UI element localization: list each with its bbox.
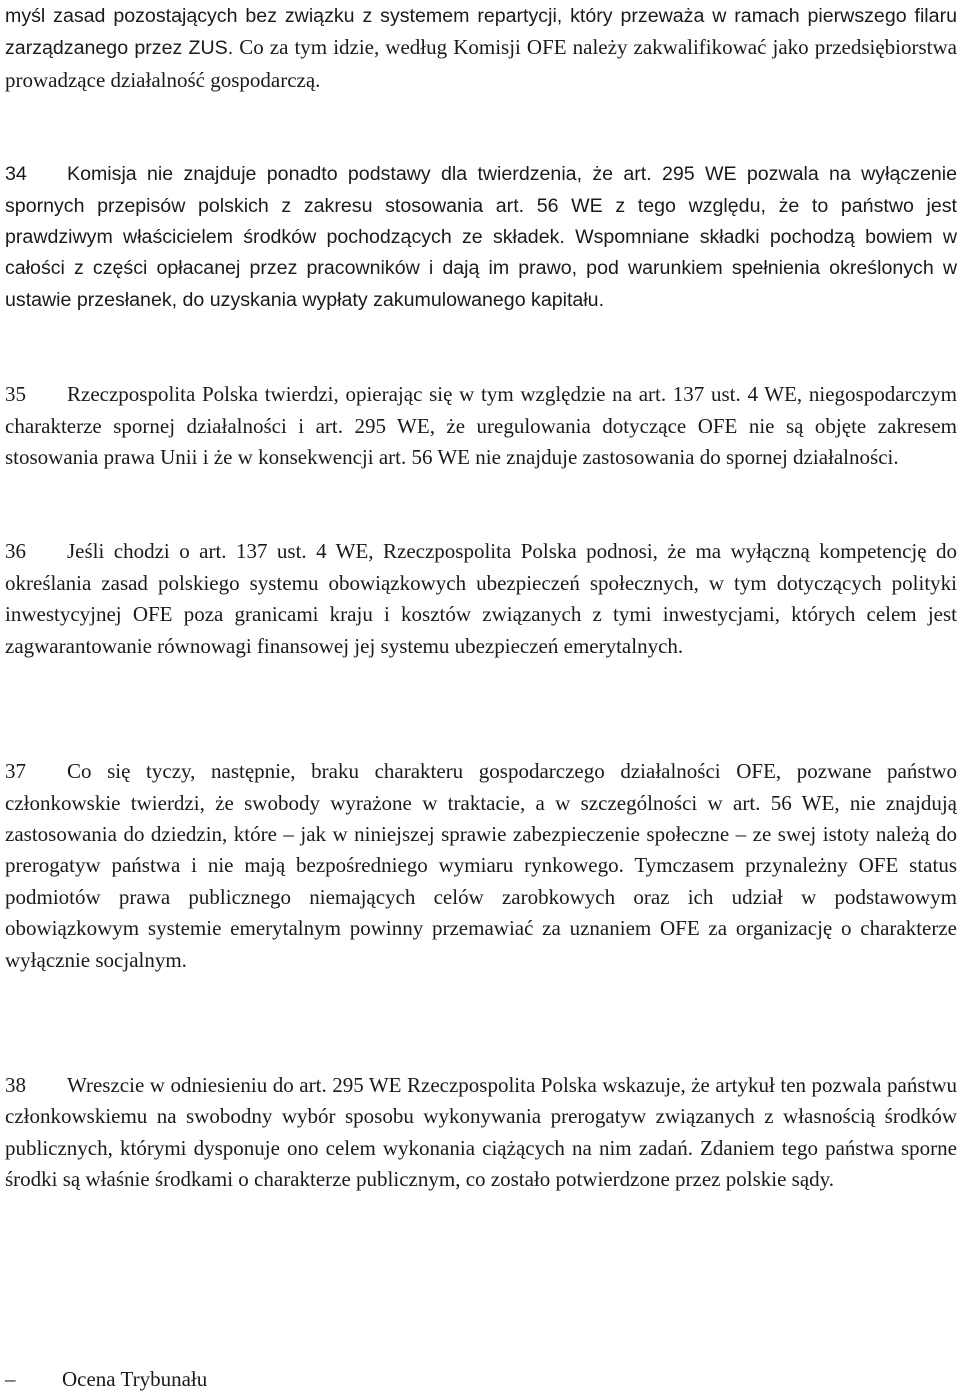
list-dash: – — [5, 1367, 16, 1391]
document-body — [5, 0, 957, 1196]
intro-paragraph — [5, 0, 957, 96]
paragraph-number: 38 — [5, 1072, 26, 1097]
paragraph-37 — [5, 756, 957, 976]
intro-sans-text: myśl zasad pozostających bez związku z systemem repartycji, który przeważa w ramach pierwszego filaru zarządzanego przez ZUS. — [5, 5, 957, 60]
paragraph-text: Wreszcie w odniesieniu do art. 295 WE Rzeczpospolita Polska wskazuje, że artykuł ten pozwala państwu członkowskiemu na swobodny wybór sposobu wykonywania prerogatyw związanych z własnością środków publicznych, którymi dysponuje ono celem wykonania ciążących na nim zadań. Zdaniem tego państwa sporne środki są właśnie środkami o charakterze publicznym, co zostało potwierdzone przez polskie sądy. — [5, 1072, 957, 1192]
section-heading — [5, 1364, 207, 1395]
paragraph-number: 35 — [5, 382, 26, 407]
intro-serif-text: Co za tym idzie, według Komisji OFE należy zakwalifikować jako przedsiębiorstwa prowadzące działalność gospodarczą. — [5, 35, 957, 92]
paragraph-text: Komisja nie znajduje ponadto podstawy dla twierdzenia, że art. 295 WE pozwala na wyłączenie spornych przepisów polskich z zakresu stosowania art. 56 WE z tego względu, że to państwo jest prawdziwym właścicielem środków pochodzących ze składek. Wspomniane składki pochodzą bowiem w całości z części opłacanej przez pracowników i dają im prawo, pod warunkiem spełnienia określonych w ustawie przesłanek, do uzyskania wypłaty zakumulowanego kapitału. — [5, 163, 957, 311]
paragraph-36 — [5, 536, 957, 662]
paragraph-38 — [5, 1070, 957, 1196]
paragraph-number: 37 — [5, 759, 26, 784]
paragraph-number: 36 — [5, 539, 26, 564]
paragraph-text: Jeśli chodzi o art. 137 ust. 4 WE, Rzeczpospolita Polska podnosi, że ma wyłączną kompetencję do określania zasad polskiego systemu obowiązkowych ubezpieczeń społecznych, w tym dotyczących polityki inwestycyjnej OFE poza granicami kraju i kosztów związanych z tymi inwestycjami, których celem jest zagwarantowanie równowagi finansowej jej systemu ubezpieczeń emerytalnych. — [5, 539, 957, 658]
paragraph-34 — [5, 159, 957, 316]
paragraph-text: Co się tyczy, następnie, braku charakteru gospodarczego działalności OFE, pozwane państwo członkowskie twierdzi, że swobody wyrażone w traktacie, a w szczególności w art. 56 WE, nie znajdują zastosowania do dziedzin, które – jak w niniejszej sprawie zabezpieczenie społeczne – ze swej istoty należą do prerogatyw państwa i nie mają bezpośredniego wymiaru rynkowego. Tymczasem przynależny OFE status podmiotów prawa publicznego niemających celów zarobkowych oraz ich udział w podstawowym obowiązkowym systemie emerytalnym powinny przemawiać za uznaniem OFE za organizację o charakterze wyłącznie socjalnym. — [5, 759, 957, 972]
paragraph-text: Rzeczpospolita Polska twierdzi, opierając się w tym względzie na art. 137 ust. 4 WE, niegospodarczym charakterze spornej działalności i art. 295 WE, że uregulowania dotyczące OFE nie są objęte zakresem stosowania prawa Unii i że w konsekwencji art. 56 WE nie znajduje zastosowania do spornej działalności. — [5, 382, 957, 470]
paragraph-35 — [5, 379, 957, 473]
section-heading-text: Ocena Trybunału — [62, 1367, 208, 1391]
paragraph-number: 34 — [5, 163, 27, 186]
